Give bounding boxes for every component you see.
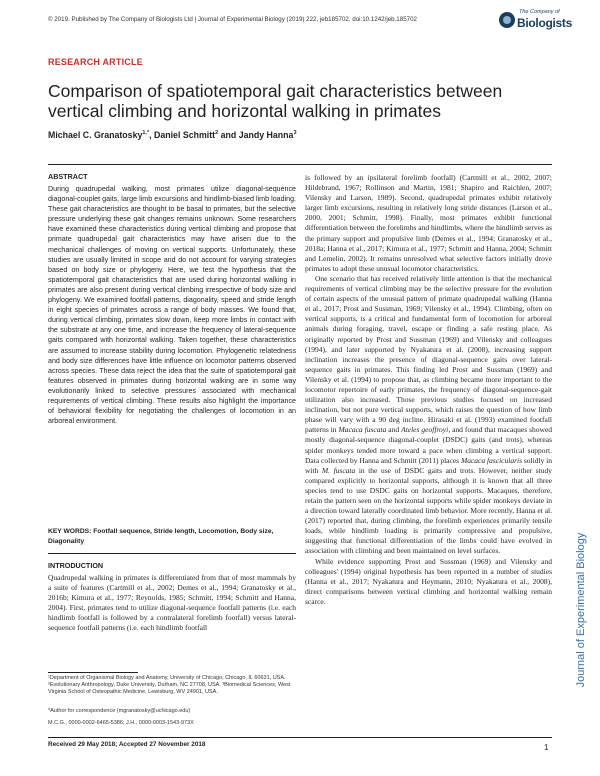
logo-small-text: The Company of <box>519 9 560 15</box>
logo-big-text: Biologists <box>517 16 573 30</box>
journal-sidebar-label: Journal of Experimental Biology <box>575 532 587 688</box>
author-list <box>48 130 297 140</box>
author-3: Jandy Hanna <box>238 130 294 140</box>
paragraph-2-text: One scenario that has received relatively little attention is that the mechanical requirements of vertical climbing may be the selective pressure for the evolution of certain aspects of the unusual pattern of primate quadrupedal walking (Hanna et al., 2017; Prost and Sussman, 1969; Vilensky et al., 1994). Climbing, often on vertical supports, is a critical and fundamental form of locomotion for arboreal animals during foraging, travel, escape or finding a safe resting place. As originally reported by Prost and Sussman (1969) and Vilensky and colleagues (1994), and later supported by Nyakatura et al. (2008), increasing support inclination increases the presence of diagonal-sequence gaits over lateral-sequence gaits in primates. This finding led Prost and Sussman (1969) and Vilensky et al. (1994) to propose that, as climbing became more important to the locomotor repertoire of early primates, the frequency of diagonal-sequence-gait utilization also increased. Those previous studies focused on increased inclination, but not pure vertical supports, which raises the question of how limb phase will vary with a 90 deg incline. Hirasaki et al. (1993) examined footfall patterns in <box>305 273 552 435</box>
orcid-ids: M.C.G., 0000-0002-6465-5386; J.H., 0000-0003-1543-973X <box>48 720 194 726</box>
right-column-text <box>305 173 552 607</box>
article-title: Comparison of spatiotemporal gait characteristics between vertical climbing and horizontal walking in primates <box>48 81 503 121</box>
biologists-logo-icon <box>499 12 515 28</box>
author-separator: and <box>218 130 239 140</box>
author-2: Daniel Schmitt <box>153 130 216 140</box>
paragraph-2-text: in the use of DSDC gaits and trots. However, neither study compared explicitly to horizontal supports, although it is known that all three species tend to use DSDC gaits on horizontal supports. Macaques, therefore, retain the pattern seen on the horizontal supports while spider monkeys deviate in a direction toward laterally coordinated limb behavior. More recently, Hanna et al. (2017) reported that, during climbing, the forelimb experiences primarily tensile loads, while hindlimb loading is primarily compressive and propulsive, suggesting that functional differentiation of the limbs could have evolved in association with climbing and been maintained on level surfaces. <box>305 465 553 556</box>
abstract-body: During quadrupedal walking, most primates utilize diagonal-sequence diagonal-couplet gaits, large limb excursions and hindlimb-biased limb loading. These gait characteristics are thought to be basal to primates, but the selective pressure underlying these gait changes remains unknown. Some researchers have examined these characteristics during vertical climbing and propose that primate quadrupedal gait characteristics may have arisen due to the mechanical challenges of moving on vertical supports. Unfortunately, these studies are usually limited in scope and do not account for varying strategies based on body size or phylogeny. Here, we test the hypothesis that the spatiotemporal gait characteristics that are used during horizontal walking in primates are also present during vertical climbing irrespective of body size and phylogeny. We examined footfall patterns, diagonality, speed and stride length in eight species of primates across a range of body masses. We found that, during vertical climbing, primates slow down, keep more limbs in contact with the substrate at any one time, and increase the frequency of lateral-sequence gaits compared with horizontal walking. Taken together, these characteristics are assumed to increase stability during locomotion. Phylogenetic relatedness and body size differences have little influence on locomotor patterns observed across species. These data reject the idea that the suite of spatiotemporal gait features observed in primates during horizontal walking are in some way evolutionarily linked to selective pressures associated with mechanical requirements of vertical climbing. These results also highlight the importance of behavioral flexibility for negotiating the challenges of locomotion in an arboreal environment. <box>48 185 296 426</box>
abstract-heading: ABSTRACT <box>48 172 88 181</box>
species-name: M. fuscata <box>321 465 356 475</box>
paragraph-2-text: , and found that macaques showed mostly diagonal-sequence diagonal-couplet (DSDC) gaits (and trots), whereas spider monkeys tended more toward a pace when climbing a vertical support. Data collected by Hanna and Schmitt (2011) places <box>305 425 553 465</box>
paragraph-2-text: solidly in with <box>305 455 553 475</box>
journal-sidebar <box>571 470 591 750</box>
paragraph-3: While evidence supporting Prost and Sussman (1969) and Vilensky and colleagues' (1994) original hypothesis has been reported in a number of studies (Hanna et al., 2017; Nyakatura and Heymann, 2010; Nyakatura et al., 2008), direct comparisons between vertical climbing and horizontal walking remain scarce. <box>305 556 552 606</box>
author-separator: , <box>149 130 154 140</box>
species-name: Macaca fuscata <box>338 425 387 435</box>
paragraph-1: is followed by an ipsilateral forelimb footfall) (Cartmill et al., 2002, 2007; Hildebrand, 1967; Rollinson and Martin, 1981; Shapiro and Raichlen, 2007; Vilensky and Larson, 1989). Second, quadrupedal primates exhibit relatively larger limb excursions, resulting in relatively long stride distances (Larson et al., 2000, 2001; Schmitt, 1998). Finally, most primates exhibit functional differentiation between the forelimbs and hindlimbs, where the hindlimb serves as the primary support and propulsive limb (Demes et al., 1994; Granatosky et al., 2018a; Hanna et al., 2017; Kimura et al., 1977; Schmitt and Hanna, 2004; Schmitt and Lemelin, 2002). It remains unresolved what selective factors initially drove primates to adopt these unusual locomotor characteristics. <box>305 173 552 273</box>
correspondence: *Author for correspondence (mgranatosky@uchicago.edu) <box>48 708 191 714</box>
paragraph-2 <box>305 274 552 557</box>
affiliations: ¹Department of Organismal Biology and Anatomy, University of Chicago, Chicago, IL 60631, USA. ²Evolutionary Anthropology, Duke University, Durham, NC 27708, USA. ³Biomedical Sciences, West Virginia School of Osteopathic Medicine, Lewisburg, WV 24901, USA. <box>48 675 291 696</box>
received-dates: Received 29 May 2018; Accepted 27 November 2018 <box>48 741 206 748</box>
species-name: Ateles geoffroyi <box>401 425 449 435</box>
publisher-logo <box>497 8 573 44</box>
copyright-line: © 2019. Published by The Company of Biologists Ltd | Journal of Experimental Biology (2019) 222, jeb185702. doi:10.1242/jeb.185702 <box>48 16 417 23</box>
article-type: RESEARCH ARTICLE <box>48 57 143 67</box>
keywords: KEY WORDS: Footfall sequence, Stride length, Locomotion, Body size, Diagonality <box>48 528 274 545</box>
author-1: Michael C. Granatosky <box>48 130 143 140</box>
abstract-divider <box>48 553 296 554</box>
introduction-heading: INTRODUCTION <box>48 561 104 570</box>
page-number: 1 <box>544 743 549 752</box>
species-name: Macaca fascicularis <box>460 455 522 465</box>
top-divider <box>48 164 552 165</box>
author-2-affil: 2 <box>215 130 219 137</box>
author-1-affil: 1,* <box>142 130 150 137</box>
paragraph-2-text: and <box>386 425 402 435</box>
introduction-body: Quadrupedal walking in primates is differentiated from that of most mammals by a suite of features (Cartmill et al., 2002; Demes et al., 1994; Granatosky et al., 2016b; Kimura et al., 1977; Reynolds, 1985; Schmitt, 1994; Schmitt and Hanna, 2004). First, primates tend to utilize diagonal-sequence footfall patterns (i.e. each hindlimb footfall is followed by a contralateral forelimb footfall) versus lateral-sequence footfall patterns (i.e. each hindlimb footfall <box>48 573 296 633</box>
bottom-divider <box>48 737 552 738</box>
author-3-affil: 3 <box>293 130 297 137</box>
footnote-divider <box>48 672 138 673</box>
